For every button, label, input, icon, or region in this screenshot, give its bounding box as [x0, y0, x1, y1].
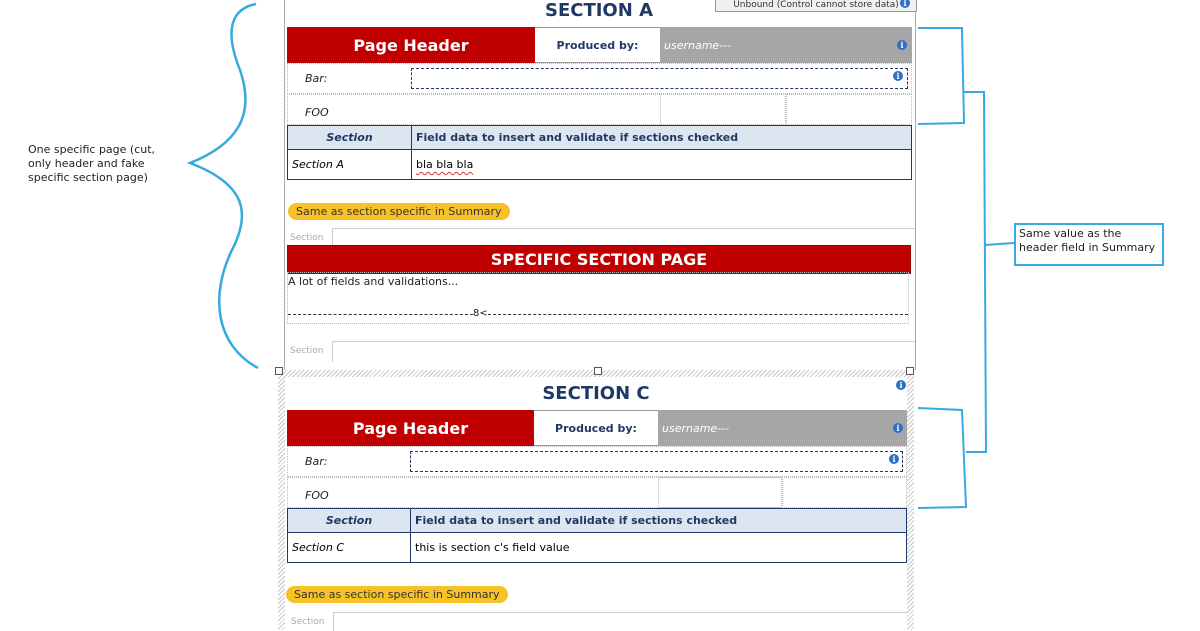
table-header-c: [287, 508, 907, 533]
foo-cell-a-2: [786, 94, 912, 125]
section-c-title: SECTION C: [542, 383, 650, 404]
row-value-c[interactable]: [411, 533, 906, 562]
info-icon[interactable]: i: [900, 0, 910, 8]
right-annotation-box: Same value as the header field in Summary: [1014, 223, 1164, 266]
resize-handle[interactable]: [906, 367, 914, 375]
specific-section-banner: [287, 245, 911, 274]
table-col-section: [288, 126, 412, 149]
specific-section-text: A lot of fields and validations...: [288, 275, 459, 288]
table-col-field-text: Field data to insert and validate if sections checked: [416, 131, 739, 144]
resize-handle[interactable]: [275, 367, 283, 375]
right-bracket-top: [918, 28, 964, 124]
section-marker-specific: Section: [290, 346, 324, 356]
table-col-field: [411, 509, 906, 532]
table-col-section-text: Section: [326, 131, 373, 144]
table-col-section: [288, 509, 411, 532]
username-field-a[interactable]: username---: [660, 27, 912, 63]
info-icon[interactable]: i: [896, 380, 906, 390]
section-marker-c: Section: [291, 617, 325, 627]
highlight-note-a: Same as section specific in Summary: [288, 203, 510, 220]
foo-cell-a-1: [660, 94, 786, 125]
foo-cell-c-1: [658, 477, 782, 508]
left-brace: [190, 4, 258, 368]
resize-handle[interactable]: [594, 367, 602, 375]
row-section-a: [288, 150, 412, 179]
foo-label-c: FOO: [305, 489, 329, 502]
row-value-a[interactable]: [412, 150, 911, 179]
section-divider-c: [333, 612, 908, 631]
unbound-tooltip-text: Unbound (Control cannot store data): [733, 0, 899, 10]
highlight-note-c: Same as section specific in Summary: [286, 586, 508, 603]
row-section-text: Section A: [292, 158, 344, 171]
form-c-border-left: [278, 370, 285, 630]
info-icon[interactable]: i: [897, 40, 907, 50]
foo-cell-c-2: [782, 477, 907, 508]
cut-line-right: [488, 314, 908, 315]
table-col-field: [412, 126, 911, 149]
username-field-c[interactable]: username---: [658, 410, 907, 446]
table-col-section-text: Section: [325, 514, 373, 527]
page-header-c: Page Header: [287, 410, 534, 446]
section-divider-a: [332, 228, 915, 245]
cut-marker: 8<: [473, 308, 488, 319]
table-col-field-text: Field data to insert and validate if sections checked: [415, 514, 738, 527]
bar-label-a: Bar:: [305, 72, 328, 85]
info-icon[interactable]: i: [893, 71, 903, 81]
info-icon[interactable]: i: [893, 423, 903, 433]
table-header-a: [287, 125, 912, 150]
connector-bracket: [963, 92, 1014, 452]
page-header-a: Page Header: [287, 27, 535, 63]
cut-line-left: [288, 314, 473, 315]
row-value-text: this is section c's field value: [415, 541, 570, 554]
produced-by-label-a: Produced by:: [535, 27, 660, 63]
right-bracket-bottom: [918, 408, 966, 508]
info-icon[interactable]: i: [889, 454, 899, 464]
form-c-border-right: [907, 370, 914, 630]
bar-input-a[interactable]: [411, 68, 908, 89]
section-a-title: SECTION A: [544, 0, 653, 21]
table-row: [287, 533, 907, 563]
bar-input-c[interactable]: [410, 451, 903, 472]
bar-label-c: Bar:: [305, 455, 328, 468]
row-value-text: bla bla bla: [416, 158, 474, 171]
row-section-c: [288, 533, 411, 562]
row-section-text: Section C: [292, 541, 345, 554]
left-annotation-note: One specific page (cut, only header and fake specific section page): [28, 143, 156, 184]
section-marker-a: Section: [290, 233, 324, 243]
table-row: [287, 150, 912, 180]
specific-section-banner-text: SPECIFIC SECTION PAGE: [490, 250, 708, 269]
produced-by-label-c: Produced by:: [534, 410, 658, 446]
foo-label-a: FOO: [305, 106, 329, 119]
section-divider-specific: [332, 341, 915, 362]
